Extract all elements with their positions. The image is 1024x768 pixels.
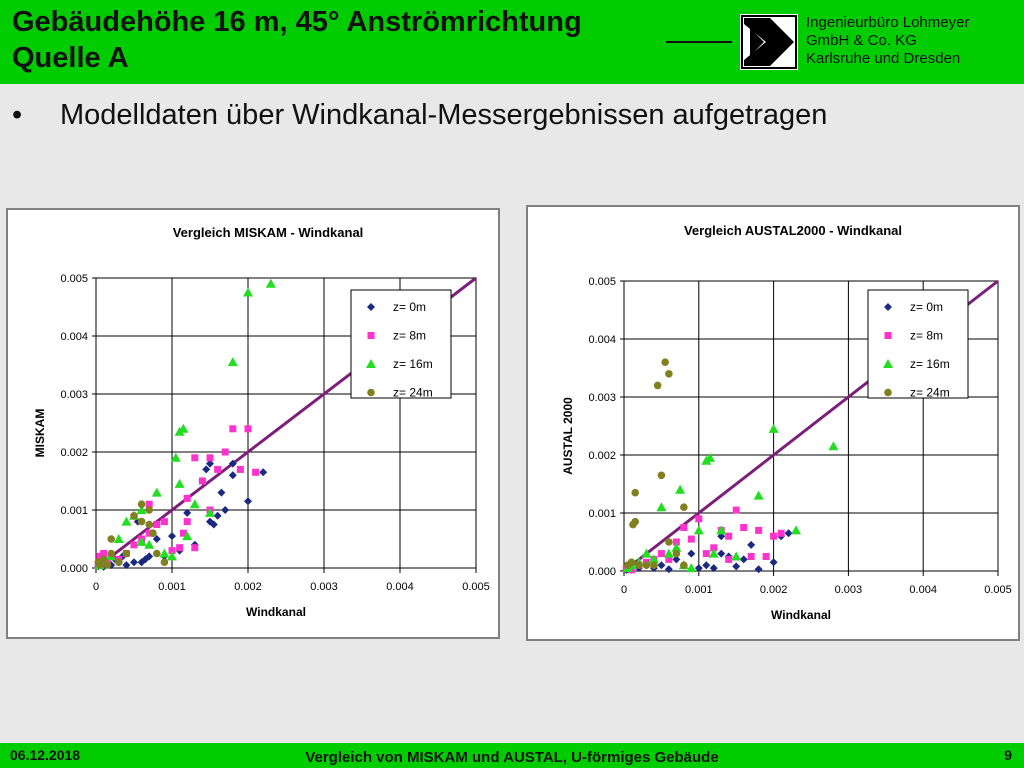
data-point — [252, 469, 259, 476]
series-2 — [623, 424, 839, 572]
y-axis-label: MISKAM — [33, 408, 47, 458]
data-point — [770, 533, 777, 540]
data-point — [175, 479, 185, 488]
y-tick-label: 0.001 — [588, 508, 616, 520]
page-title — [12, 4, 672, 76]
bullet-symbol: • — [12, 99, 23, 131]
data-point — [115, 558, 123, 566]
y-tick-label: 0.002 — [588, 450, 616, 462]
data-point — [184, 495, 191, 502]
data-point — [694, 525, 704, 534]
data-point — [161, 518, 168, 525]
bullet-text: Modelldaten über Windkanal-Messergebnissen aufgetragen — [60, 99, 828, 131]
data-point — [199, 478, 206, 485]
data-point — [631, 489, 639, 497]
chart-title: Vergleich MISKAM - Windkanal — [172, 225, 364, 240]
x-tick-label: 0.004 — [386, 581, 414, 593]
data-point — [740, 555, 748, 563]
page-number: 9 — [1004, 747, 1012, 763]
data-point — [673, 550, 681, 558]
x-tick-label: 0.003 — [834, 584, 863, 596]
data-point — [145, 506, 153, 514]
data-point — [740, 524, 747, 531]
x-tick-label: 0 — [92, 581, 100, 593]
x-tick-label: 0.002 — [234, 581, 262, 593]
y-tick-label: 0.005 — [60, 273, 88, 285]
data-point — [214, 512, 222, 520]
data-point — [769, 424, 779, 433]
data-point — [229, 471, 237, 479]
footer-bar — [0, 743, 1024, 768]
data-point — [130, 558, 138, 566]
data-point — [785, 529, 793, 537]
data-point — [657, 561, 665, 569]
data-point — [763, 553, 770, 560]
title-line-2: Quelle A — [12, 42, 129, 74]
data-point — [654, 382, 662, 390]
x-axis-label: Windkanal — [771, 608, 831, 622]
y-tick-label: 0.001 — [60, 505, 88, 517]
data-point — [748, 553, 755, 560]
chart-title: Vergleich AUSTAL2000 - Windkanal — [683, 223, 903, 238]
data-point — [680, 503, 688, 511]
legend-label: z= 16m — [910, 357, 950, 371]
data-point — [732, 562, 740, 570]
data-point — [717, 550, 725, 558]
data-point — [191, 544, 198, 551]
data-point — [131, 541, 138, 548]
y-tick-label: 0.002 — [60, 447, 88, 459]
series-0 — [94, 460, 267, 571]
legend — [868, 290, 968, 400]
series-3 — [624, 358, 688, 569]
data-point — [635, 561, 643, 569]
data-point — [153, 521, 160, 528]
data-point — [665, 565, 673, 573]
data-point — [138, 518, 146, 526]
legend — [351, 290, 451, 400]
data-point — [145, 521, 153, 529]
data-point — [153, 550, 161, 558]
data-point — [217, 489, 225, 497]
legend-label: z= 24m — [910, 385, 950, 400]
data-point — [168, 532, 176, 540]
data-point — [747, 541, 755, 549]
data-point — [661, 358, 669, 366]
data-point — [695, 515, 702, 522]
data-point — [107, 550, 115, 558]
chart-miskam — [8, 210, 498, 637]
company-line-2: GmbH & Co. KG — [806, 32, 917, 49]
data-point — [687, 550, 695, 558]
data-point — [259, 468, 267, 476]
title-line-1: Gebäudehöhe 16 m, 45° Anströmrichtung — [12, 6, 582, 38]
data-point — [207, 454, 214, 461]
y-tick-label: 0.000 — [588, 566, 616, 578]
data-point — [149, 529, 157, 537]
series-3 — [94, 500, 168, 569]
y-tick-label: 0.000 — [60, 563, 88, 575]
x-tick-label: 0.003 — [310, 581, 338, 593]
data-point — [121, 517, 131, 526]
legend-marker — [884, 389, 892, 397]
data-point — [754, 491, 764, 500]
data-point — [755, 527, 762, 534]
data-point — [656, 502, 666, 511]
legend-label: z= 16m — [393, 357, 433, 371]
data-point — [228, 357, 238, 366]
header-bar — [0, 0, 1024, 84]
data-point — [229, 425, 236, 432]
data-point — [237, 466, 244, 473]
data-point — [266, 279, 276, 288]
chart-austal-panel — [526, 205, 1020, 641]
data-point — [123, 550, 131, 558]
data-point — [176, 544, 183, 551]
legend-marker — [367, 389, 375, 397]
data-point — [650, 561, 658, 569]
data-point — [731, 552, 741, 561]
data-point — [688, 536, 695, 543]
data-point — [680, 524, 687, 531]
data-point — [725, 556, 732, 563]
company-logo-icon — [740, 14, 798, 70]
data-point — [184, 518, 191, 525]
footer-date: 06.12.2018 — [10, 747, 81, 763]
data-point — [680, 561, 688, 569]
x-tick-label: 0.002 — [759, 584, 788, 596]
data-point — [107, 535, 115, 543]
x-tick-label: 0 — [620, 584, 628, 596]
data-point — [114, 534, 124, 543]
data-point — [664, 549, 674, 558]
legend-label: z= 24m — [393, 385, 433, 400]
legend-marker — [368, 332, 375, 339]
company-line-3: Karlsruhe und Dresden — [806, 50, 961, 67]
data-point — [628, 559, 636, 567]
data-point — [214, 466, 221, 473]
y-tick-label: 0.003 — [60, 389, 88, 401]
x-tick-label: 0.005 — [462, 581, 490, 593]
data-point — [665, 538, 673, 546]
x-tick-label: 0.005 — [984, 584, 1012, 596]
y-tick-label: 0.005 — [588, 276, 616, 288]
company-name — [806, 14, 1016, 68]
y-tick-label: 0.004 — [588, 334, 616, 346]
data-point — [828, 441, 838, 450]
y-tick-label: 0.004 — [60, 331, 88, 343]
data-point — [770, 558, 778, 566]
data-point — [725, 533, 732, 540]
data-point — [159, 549, 169, 558]
data-point — [245, 425, 252, 432]
x-tick-label: 0.004 — [909, 584, 937, 596]
chart-austal — [528, 207, 1018, 639]
title-rule — [666, 41, 732, 43]
chart-miskam-panel — [6, 208, 500, 639]
data-point — [161, 558, 169, 566]
legend-marker — [885, 332, 892, 339]
data-point — [130, 512, 138, 520]
data-point — [631, 518, 639, 526]
series-1 — [95, 425, 259, 568]
series-2 — [95, 279, 276, 569]
data-point — [658, 550, 665, 557]
data-point — [190, 499, 200, 508]
data-point — [778, 530, 785, 537]
bullet-point — [12, 97, 1012, 133]
data-point — [702, 561, 710, 569]
legend-label: z= 0m — [910, 300, 944, 314]
data-point — [658, 472, 666, 480]
data-point — [152, 488, 162, 497]
data-point — [221, 506, 229, 514]
legend-label: z= 8m — [910, 328, 944, 343]
data-point — [755, 565, 763, 573]
data-point — [104, 561, 112, 569]
x-axis-label: Windkanal — [246, 605, 306, 619]
company-line-1: Ingenieurbüro Lohmeyer — [806, 14, 970, 31]
data-point — [791, 525, 801, 534]
footer-title: Vergleich von MISKAM und AUSTAL, U-förmiges Gebäude — [305, 749, 719, 766]
x-tick-label: 0.001 — [685, 584, 713, 596]
legend-label: z= 8m — [393, 328, 427, 343]
data-point — [244, 497, 252, 505]
y-tick-label: 0.003 — [588, 392, 616, 404]
data-point — [138, 500, 146, 508]
data-point — [243, 288, 253, 297]
data-point — [703, 550, 710, 557]
data-point — [733, 507, 740, 514]
data-point — [191, 454, 198, 461]
data-point — [675, 485, 685, 494]
data-point — [222, 449, 229, 456]
x-tick-label: 0.001 — [158, 581, 186, 593]
data-point — [665, 370, 673, 378]
data-point — [643, 561, 651, 569]
legend-label: z= 0m — [393, 300, 427, 314]
y-axis-label: AUSTAL 2000 — [561, 397, 575, 475]
